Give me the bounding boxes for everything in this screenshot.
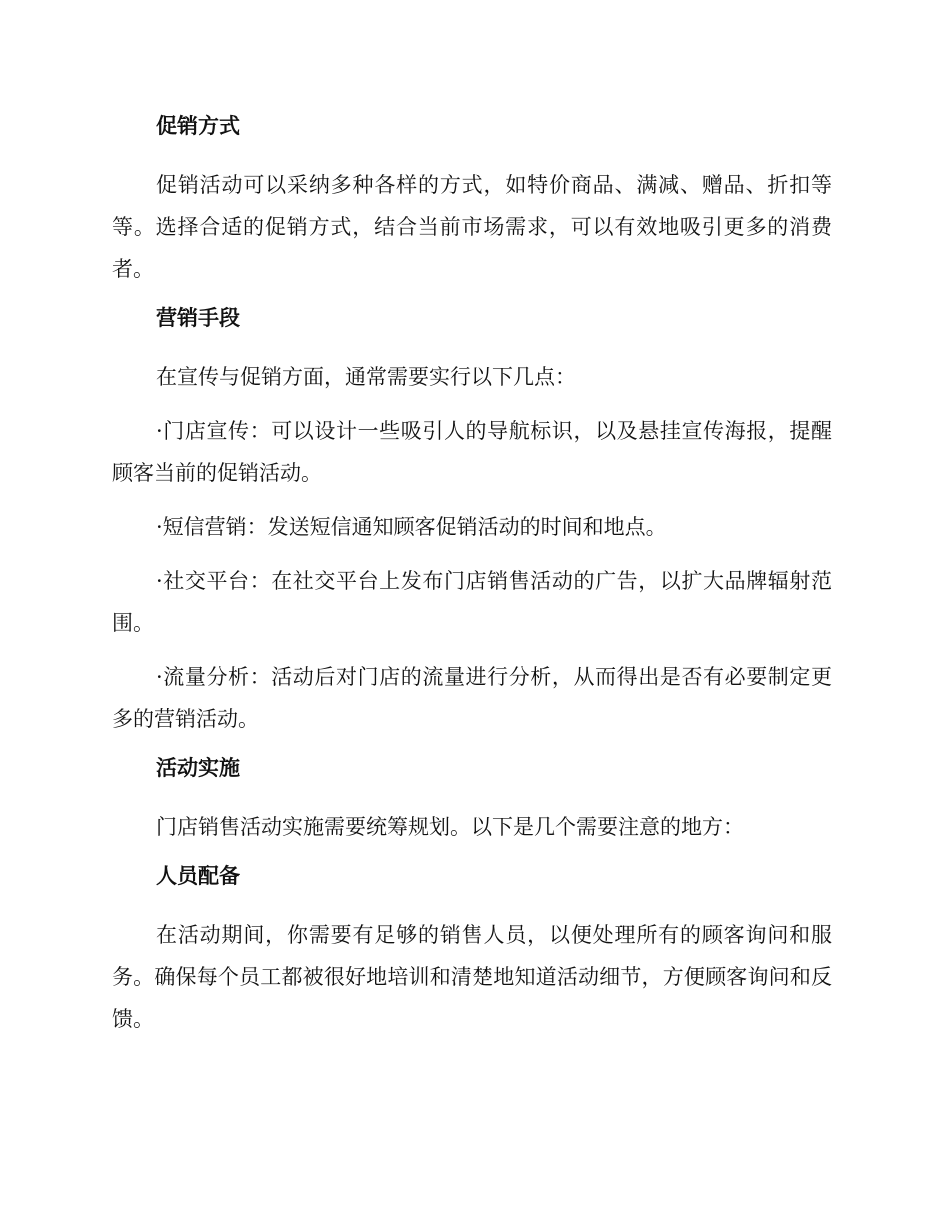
section-heading: 人员配备 [156, 864, 240, 888]
document-body [112, 110, 832, 1052]
section-staffing [112, 860, 832, 1040]
bullet-item-social-platform: ·社交平台：在社交平台上发布门店销售活动的广告，以扩大品牌辐射范围。 [112, 569, 832, 635]
paragraph: 门店销售活动实施需要统筹规划。以下是几个需要注意的地方： [156, 815, 744, 839]
section-activity-implementation [112, 752, 832, 848]
section-heading: 活动实施 [156, 756, 240, 780]
section-promotion-methods [112, 110, 832, 290]
bullet-item-sms-marketing: ·短信营销：发送短信通知顾客促销活动的时间和地点。 [156, 515, 667, 539]
section-heading: 营销手段 [156, 306, 240, 330]
bullet-item-store-promotion: ·门店宣传：可以设计一些吸引人的导航标识，以及悬挂宣传海报，提醒顾客当前的促销活动。 [112, 419, 832, 485]
paragraph: 在活动期间，你需要有足够的销售人员，以便处理所有的顾客询问和服务。确保每个员工都被很好地培训和清楚地知道活动细节，方便顾客询问和反馈。 [112, 923, 832, 1031]
paragraph: 在宣传与促销方面，通常需要实行以下几点： [156, 365, 576, 389]
bullet-item-traffic-analysis: ·流量分析：活动后对门店的流量进行分析，从而得出是否有必要制定更多的营销活动。 [112, 665, 832, 731]
paragraph: 促销活动可以采纳多种各样的方式，如特价商品、满减、赠品、折扣等等。选择合适的促销方式，结合当前市场需求，可以有效地吸引更多的消费者。 [112, 173, 832, 281]
section-marketing-means [112, 302, 832, 740]
section-heading: 促销方式 [156, 114, 240, 138]
